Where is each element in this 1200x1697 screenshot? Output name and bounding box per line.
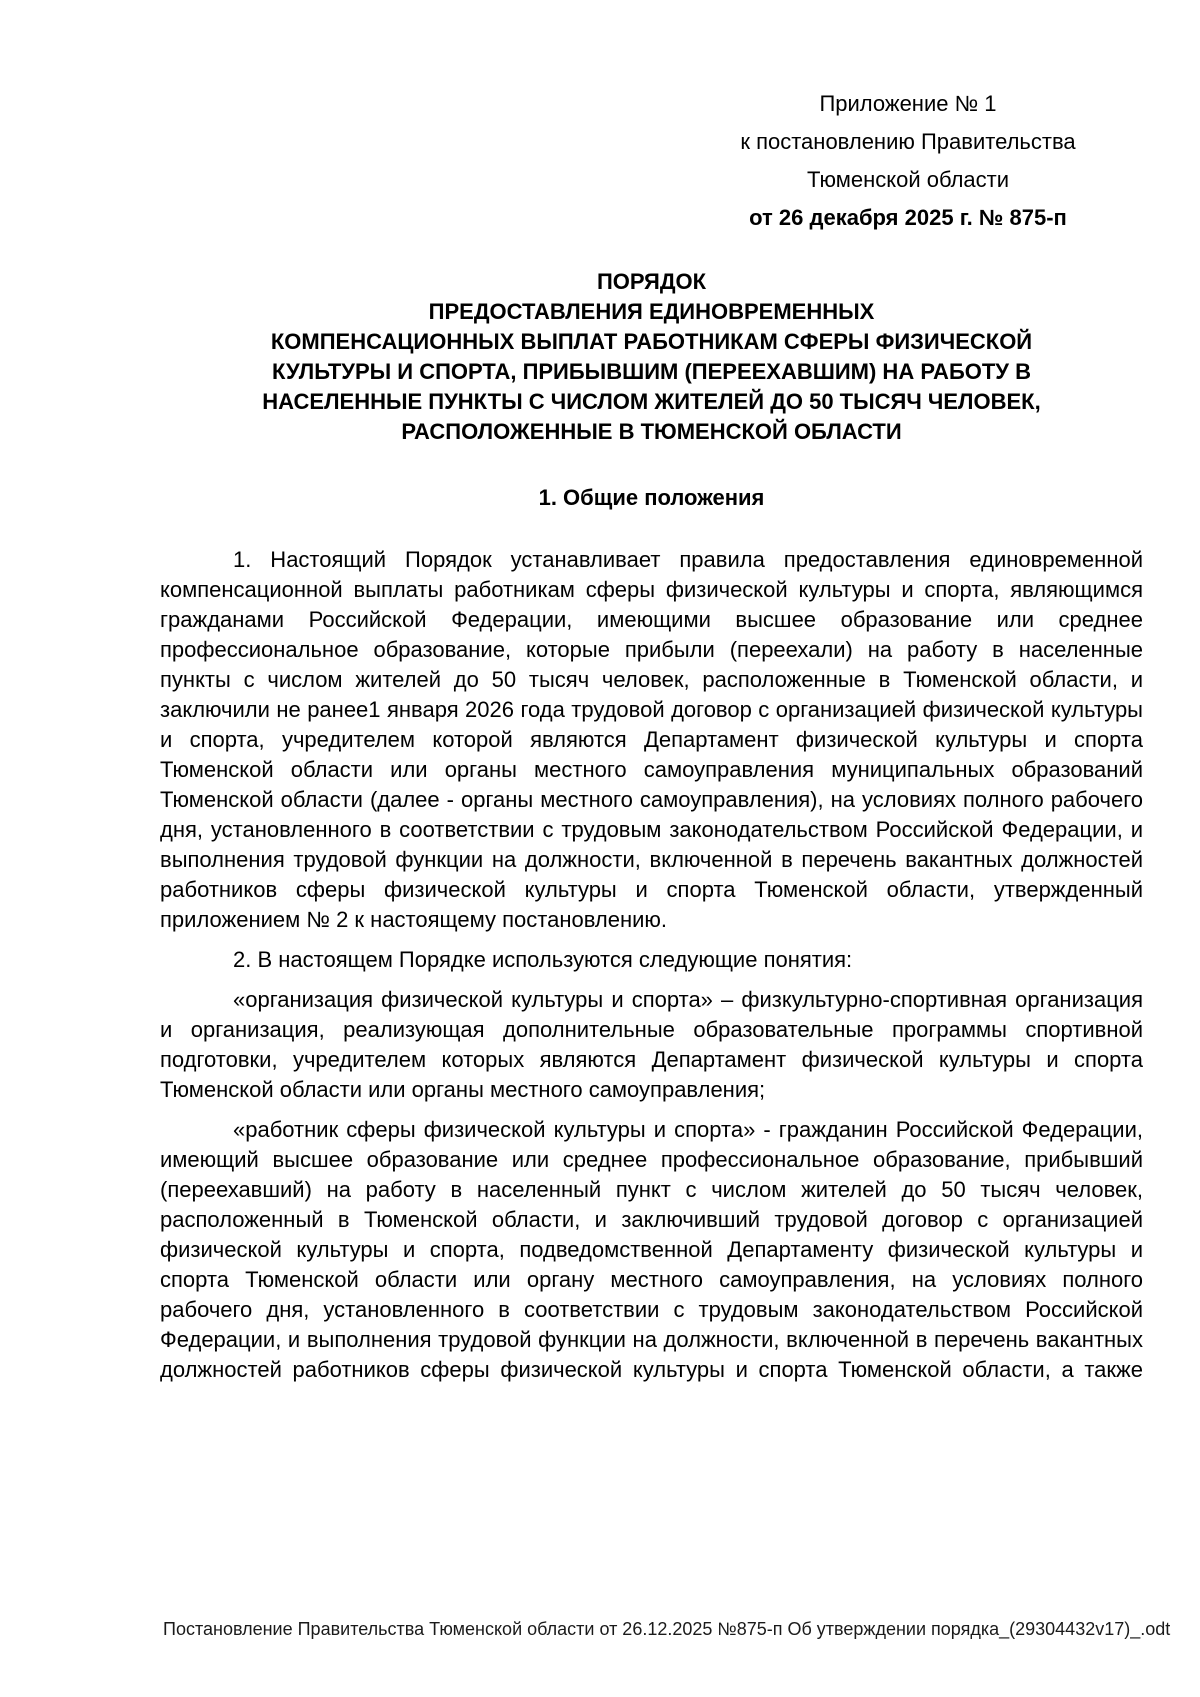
paragraph-1: 1. Настоящий Порядок устанавливает правила предоставления единовременной компенсационной выплаты работникам сферы физической культуры и спорта, являющимся гражданами Российской Федерации, имеющими высшее образование или среднее профессиональное образование, которые прибыли (переехали) на работу в населенные пункты с числом жителей до 50 тысяч человек, расположенные в Тюменской области, и заключили не ранее1 января 2026 года трудовой договор с организацией физической культуры и спорта, учредителем которой являются Департамент физической культуры и спорта Тюменской области или органы местного самоуправления муниципальных образований Тюменской области (далее - органы местного самоуправления), на условиях полного рабочего дня, установленного в соответствии с трудовым законодательством Российской Федерации, и выполнения трудовой функции на должности, включенной в перечень вакантных должностей работников сферы физической культуры и спорта Тюменской области, утвержденный приложением № 2 к настоящему постановлению. [160, 547, 1143, 932]
footer-filename: Постановление Правительства Тюменской области от 26.12.2025 №875-п Об утверждении порядка_(29304432v17)_.odt [163, 1619, 1171, 1639]
title-line: НАСЕЛЕННЫЕ ПУНКТЫ С ЧИСЛОМ ЖИТЕЛЕЙ ДО 50 ТЫСЯЧ ЧЕЛОВЕК, [262, 389, 1041, 414]
paragraph-3: «организация физической культуры и спорта» – физкультурно-спортивная организация и организация, реализующая дополнительные образовательные программы спортивной подготовки, учредителем которых являются Департамент физической культуры и спорта Тюменской области или органы местного самоуправления; [160, 987, 1143, 1102]
annex-date-number: от 26 декабря 2025 г. № 875-п [749, 205, 1067, 230]
title-line: ПОРЯДОК [596, 269, 707, 294]
title-line: КУЛЬТУРЫ И СПОРТА, ПРИБЫВШИМ (ПЕРЕЕХАВШИМ) НА РАБОТУ В [271, 359, 1031, 384]
paragraph-4: «работник сферы физической культуры и спорта» - гражданин Российской Федерации, имеющий высшее образование или среднее профессиональное образование, прибывший (переехавший) на работу в населенный пункт с числом жителей до 50 тысяч человек, расположенный в Тюменской области, и заключивший трудовой договор с организацией физической культуры и спорта, подведомственной Департаменту физической культуры и спорта Тюменской области или органу местного самоуправления, на условиях полного рабочего дня, установленного в соответствии с трудовым законодательством Российской Федерации, и выполнения трудовой функции на должности, включенной в перечень вакантных должностей работников сферы физической культуры и спорта Тюменской области, а также [160, 1117, 1143, 1382]
section-heading: 1. Общие положения [538, 485, 765, 510]
title-line: ПРЕДОСТАВЛЕНИЯ ЕДИНОВРЕМЕННЫХ [428, 299, 875, 324]
document-title [160, 267, 1143, 447]
title-line: РАСПОЛОЖЕННЫЕ В ТЮМЕНСКОЙ ОБЛАСТИ [401, 419, 902, 444]
annex-reference-block [673, 85, 1143, 237]
annex-region: Тюменской области [806, 167, 1010, 192]
annex-number: Приложение № 1 [819, 91, 997, 116]
annex-to-decree: к постановлению Правительства [740, 129, 1076, 154]
title-line: КОМПЕНСАЦИОННЫХ ВЫПЛАТ РАБОТНИКАМ СФЕРЫ ФИЗИЧЕСКОЙ [270, 329, 1033, 354]
paragraph-2: 2. В настоящем Порядке используются следующие понятия: [233, 947, 853, 972]
